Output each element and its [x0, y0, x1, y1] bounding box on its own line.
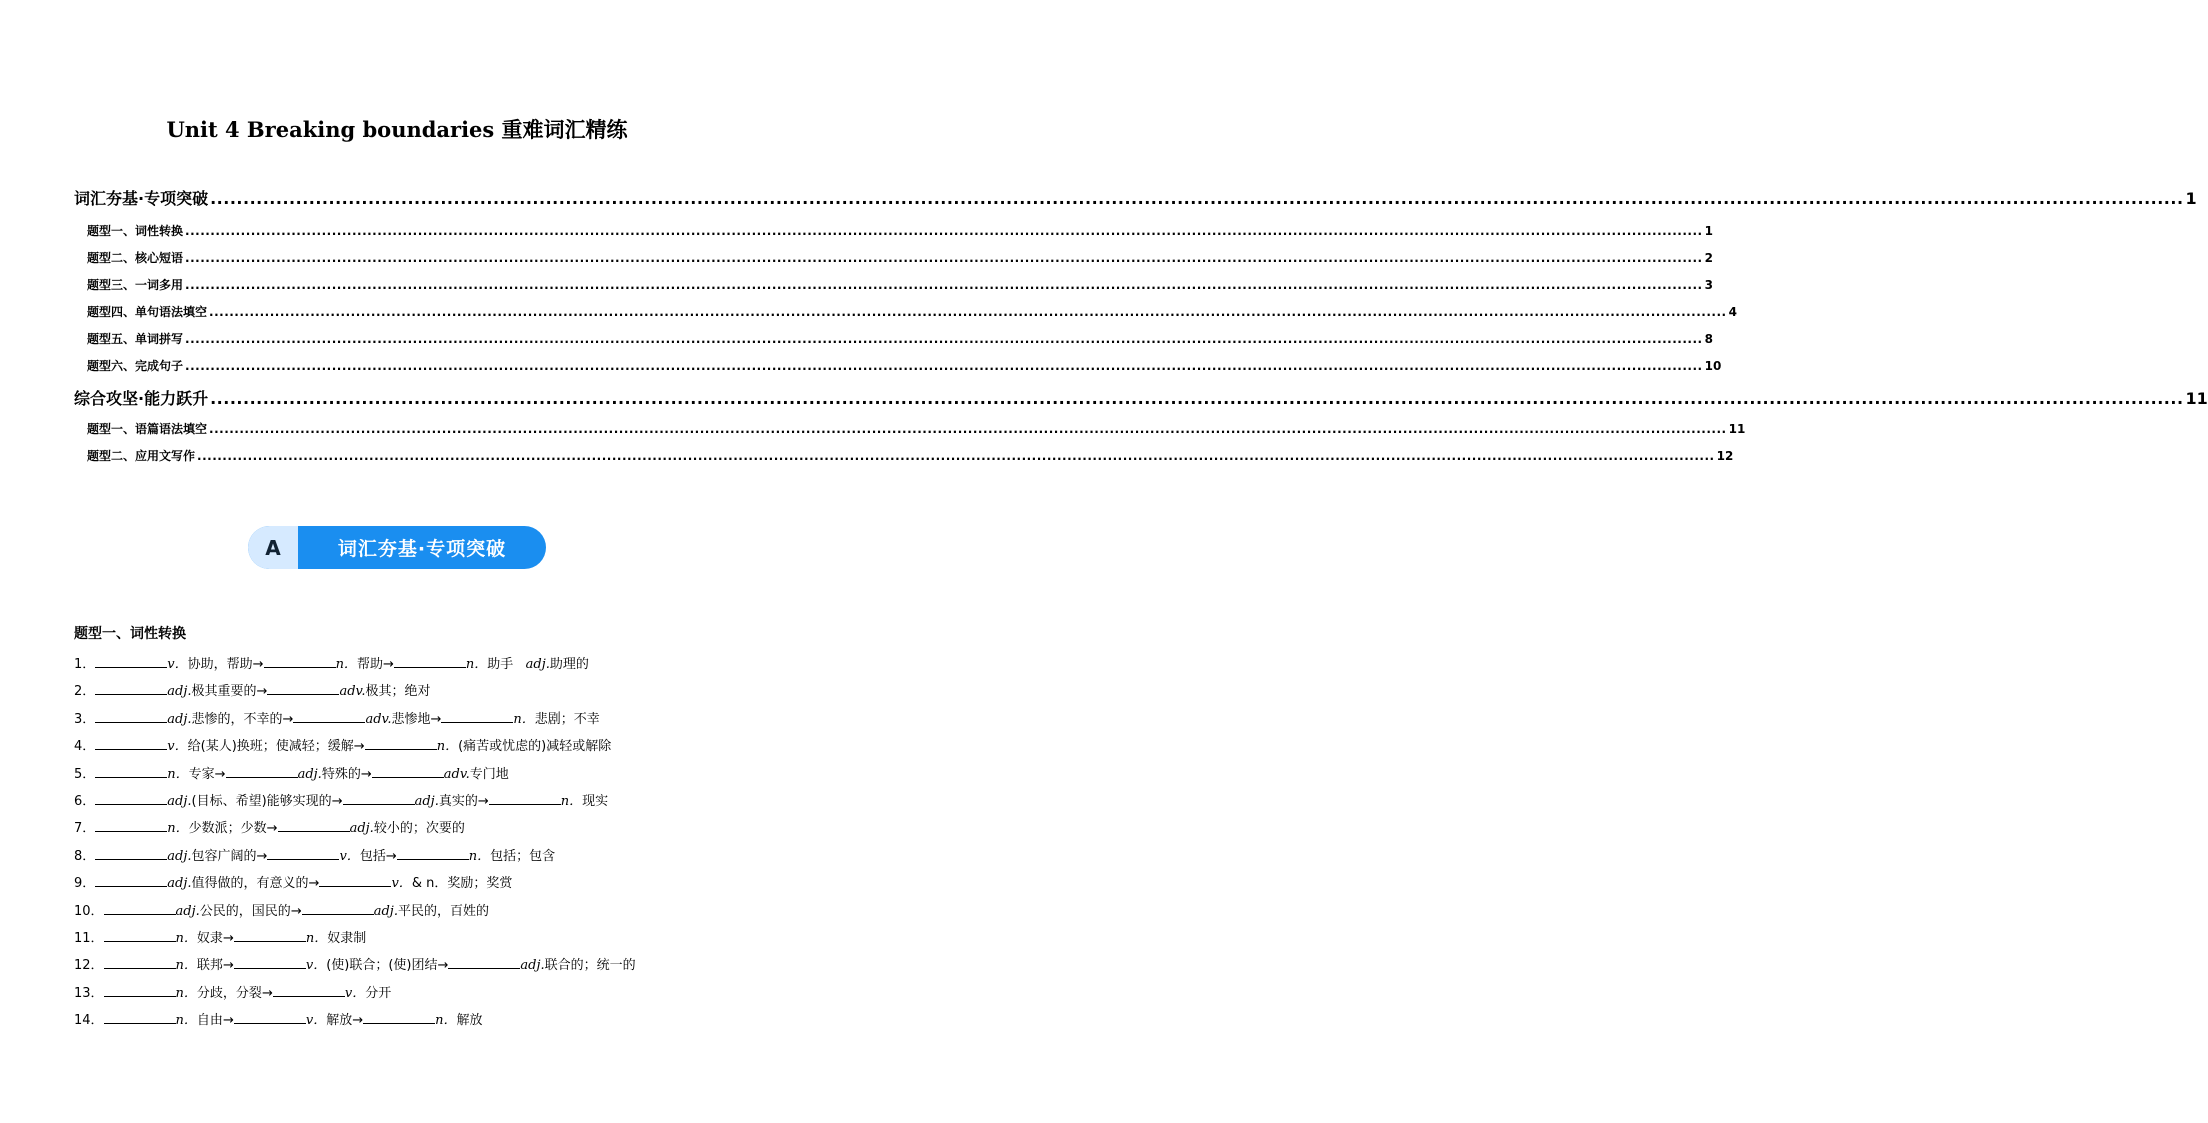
answer-definition: adj.平民的，百姓的 [373, 903, 489, 919]
section-banner [248, 526, 546, 569]
answer-blank[interactable] [104, 929, 176, 942]
answer-definition: adj.悲惨的，不幸的 [167, 711, 283, 727]
answer-blank[interactable] [363, 1011, 435, 1024]
arrow-icon: → [430, 711, 442, 727]
banner-letter: A [248, 526, 298, 569]
arrow-icon: → [261, 985, 273, 1001]
page-title: Unit 4 Breaking boundaries 重难词汇精练 [166, 117, 628, 142]
question-item [74, 817, 465, 836]
question-item [74, 735, 611, 754]
arrow-icon: → [266, 821, 278, 837]
toc-page-number: 4 [1728, 305, 1737, 319]
answer-blank[interactable] [448, 956, 520, 969]
toc-page-number: 12 [1716, 449, 1734, 463]
answer-definition: n．分歧，分裂 [175, 985, 262, 1001]
toc-page-number: 8 [1704, 332, 1713, 346]
toc-page-number: 3 [1704, 278, 1713, 292]
arrow-icon: → [222, 1013, 234, 1029]
toc-leader: ............................................................................................................................................................................................................................................................................................................ [185, 278, 1703, 292]
toc-leader: ............................................................................................................................................................................................................................................................................................................ [185, 359, 1703, 373]
question-item [74, 927, 366, 946]
toc-entry[interactable] [87, 330, 1713, 347]
answer-definition: adj.较小的；次要的 [349, 821, 465, 837]
answer-definition: adj.(目标、希望)能够实现的 [167, 794, 332, 809]
answer-blank[interactable] [95, 874, 167, 887]
answer-blank[interactable] [397, 847, 469, 860]
toc-page-number: 10 [1704, 359, 1722, 373]
question-number: 3． [74, 711, 96, 727]
toc-leader: ............................................................................................................................................................................................................................................................................................................ [185, 224, 1703, 238]
answer-blank[interactable] [489, 792, 561, 805]
answer-definition: adv.专门地 [443, 766, 509, 782]
question-number: 7． [74, 821, 96, 837]
arrow-icon: → [382, 657, 394, 672]
answer-blank[interactable] [95, 847, 167, 860]
answer-definition: v．(使)联合；(使)团结 [305, 958, 438, 974]
arrow-icon: → [385, 848, 397, 864]
answer-definition: v．协助，帮助 [167, 657, 253, 672]
answer-blank[interactable] [104, 984, 176, 997]
arrow-icon: → [256, 684, 268, 700]
toc-entry-label: 综合攻坚·能力跃升 [74, 389, 209, 408]
answer-definition: n．包括；包含 [468, 848, 556, 864]
arrow-icon: → [352, 1013, 364, 1029]
question-item [74, 653, 589, 672]
question-item [74, 790, 608, 809]
answer-definition: v．& n．奖励；奖赏 [391, 876, 513, 892]
question-number: 13． [74, 985, 104, 1001]
answer-definition: v．给(某人)换班；使减轻；缓解 [167, 739, 354, 755]
answer-blank[interactable] [273, 984, 345, 997]
answer-blank[interactable] [264, 655, 336, 668]
toc-entry[interactable] [74, 186, 2197, 209]
question-number: 10． [74, 903, 104, 919]
answer-definition: adj.公民的，国民的 [175, 903, 291, 919]
toc-page-number: 2 [1704, 251, 1713, 265]
toc-page-number: 11 [1728, 422, 1746, 436]
answer-blank[interactable] [267, 682, 339, 695]
toc-entry-label: 题型一、语篇语法填空 [87, 422, 208, 436]
toc-entry[interactable] [87, 249, 1713, 266]
answer-definition: adv.悲惨地 [365, 711, 431, 727]
banner-text: 词汇夯基·专项突破 [337, 538, 507, 560]
toc-page-number: 1 [1704, 224, 1713, 238]
answer-blank[interactable] [234, 1011, 306, 1024]
arrow-icon: → [222, 958, 234, 974]
question-number: 6． [74, 794, 96, 809]
answer-definition: n．(痛苦或忧虑的)减轻或解除 [436, 739, 612, 755]
answer-blank[interactable] [226, 765, 298, 778]
question-item [74, 1009, 483, 1028]
answer-definition: v．包括 [339, 848, 386, 864]
arrow-icon: → [477, 794, 489, 809]
question-number: 4． [74, 739, 96, 755]
question-number: 11． [74, 931, 104, 946]
answer-definition: adj.包容广阔的 [167, 848, 257, 864]
arrow-icon: → [290, 903, 302, 919]
answer-blank[interactable] [104, 1011, 176, 1024]
answer-blank[interactable] [234, 956, 306, 969]
arrow-icon: → [222, 931, 234, 946]
arrow-icon: → [256, 848, 268, 864]
toc-page-number: 1 [2185, 189, 2197, 208]
answer-definition: adj.真实的 [414, 794, 478, 809]
answer-definition: adj.特殊的 [297, 766, 361, 782]
answer-definition: n．助手 [465, 657, 514, 672]
arrow-icon: → [308, 876, 320, 892]
answer-blank[interactable] [104, 956, 176, 969]
answer-blank[interactable] [394, 655, 466, 668]
answer-blank[interactable] [267, 847, 339, 860]
toc-entry-label: 题型五、单词拼写 [87, 332, 184, 346]
arrow-icon: → [252, 657, 264, 672]
answer-blank[interactable] [234, 929, 306, 942]
toc-entry-label: 题型一、词性转换 [87, 224, 184, 238]
toc-entry-label: 题型三、一词多用 [87, 278, 184, 292]
toc-entry[interactable] [87, 222, 1713, 239]
answer-definition: n．自由 [175, 1013, 223, 1029]
question-number: 2． [74, 684, 96, 700]
toc-entry[interactable] [87, 447, 1734, 464]
question-item [74, 872, 512, 891]
toc-leader: ............................................................................................................................................................................................................................................................................................................ [209, 422, 1727, 436]
question-item [74, 708, 600, 727]
answer-blank[interactable] [95, 655, 167, 668]
answer-definition: n．解放 [435, 1013, 483, 1029]
question-item [74, 982, 391, 1001]
answer-definition: n．专家 [167, 766, 215, 782]
answer-definition: n．奴隶 [175, 931, 223, 946]
question-item [74, 845, 555, 864]
answer-blank[interactable] [95, 792, 167, 805]
arrow-icon: → [353, 739, 365, 755]
answer-definition: adj.值得做的，有意义的 [167, 876, 309, 892]
answer-blank[interactable] [95, 682, 167, 695]
answer-definition: adj.联合的；统一的 [520, 958, 636, 974]
answer-definition: v．解放 [305, 1013, 353, 1029]
question-number: 12． [74, 958, 104, 974]
toc-entry[interactable] [87, 420, 1746, 437]
answer-blank[interactable] [302, 902, 374, 915]
question-item [74, 900, 489, 919]
answer-definition: adj.极其重要的 [167, 684, 257, 700]
arrow-icon: → [331, 794, 343, 809]
answer-blank[interactable] [95, 737, 167, 750]
answer-definition: adj.助理的 [525, 657, 589, 672]
question-number: 5． [74, 766, 96, 782]
section-heading: 题型一、词性转换 [74, 626, 186, 642]
answer-definition: n．奴隶制 [305, 931, 367, 946]
toc-leader: ............................................................................................................................................................................................................................................................................................................ [210, 389, 2184, 408]
arrow-icon: → [437, 958, 449, 974]
toc-leader: ............................................................................................................................................................................................................................................................................................................ [197, 449, 1715, 463]
toc-entry[interactable] [87, 303, 1737, 320]
answer-definition: n．联邦 [175, 958, 223, 974]
toc-entry-label: 题型六、完成句子 [87, 359, 184, 373]
toc-page-number: 11 [2185, 389, 2208, 408]
answer-blank[interactable] [319, 874, 391, 887]
arrow-icon: → [282, 711, 294, 727]
answer-definition: v．分开 [344, 985, 392, 1001]
toc-leader: ............................................................................................................................................................................................................................................................................................................ [185, 332, 1703, 346]
answer-blank[interactable] [372, 765, 444, 778]
arrow-icon: → [214, 766, 226, 782]
toc-entry-label: 题型二、应用文写作 [87, 449, 196, 463]
question-item [74, 954, 636, 973]
question-number: 8． [74, 848, 96, 864]
answer-blank[interactable] [441, 710, 513, 723]
answer-blank[interactable] [343, 792, 415, 805]
answer-blank[interactable] [278, 819, 350, 832]
question-number: 9． [74, 876, 96, 892]
toc-entry-label: 词汇夯基·专项突破 [74, 189, 209, 208]
toc-entry-label: 题型四、单句语法填空 [87, 305, 208, 319]
toc-leader: ............................................................................................................................................................................................................................................................................................................ [210, 189, 2184, 208]
toc-entry-label: 题型二、核心短语 [87, 251, 184, 265]
arrow-icon: → [360, 766, 372, 782]
answer-definition: n．帮助 [335, 657, 383, 672]
question-item [74, 763, 509, 782]
toc-leader: ............................................................................................................................................................................................................................................................................................................ [185, 251, 1703, 265]
toc-entry[interactable] [87, 357, 1722, 374]
answer-blank[interactable] [293, 710, 365, 723]
answer-blank[interactable] [104, 902, 176, 915]
answer-blank[interactable] [95, 710, 167, 723]
answer-definition: n．少数派；少数 [167, 821, 267, 837]
toc-entry[interactable] [87, 276, 1713, 293]
answer-blank[interactable] [95, 765, 167, 778]
answer-blank[interactable] [95, 819, 167, 832]
toc-entry[interactable] [74, 386, 2208, 409]
answer-definition: n．现实 [560, 794, 609, 809]
question-number: 14． [74, 1013, 104, 1029]
question-number: 1． [74, 657, 96, 672]
answer-blank[interactable] [365, 737, 437, 750]
toc-leader: ............................................................................................................................................................................................................................................................................................................ [209, 305, 1727, 319]
answer-definition: n．悲剧；不幸 [513, 711, 600, 727]
question-item [74, 680, 430, 699]
answer-definition: adv.极其；绝对 [339, 684, 431, 700]
